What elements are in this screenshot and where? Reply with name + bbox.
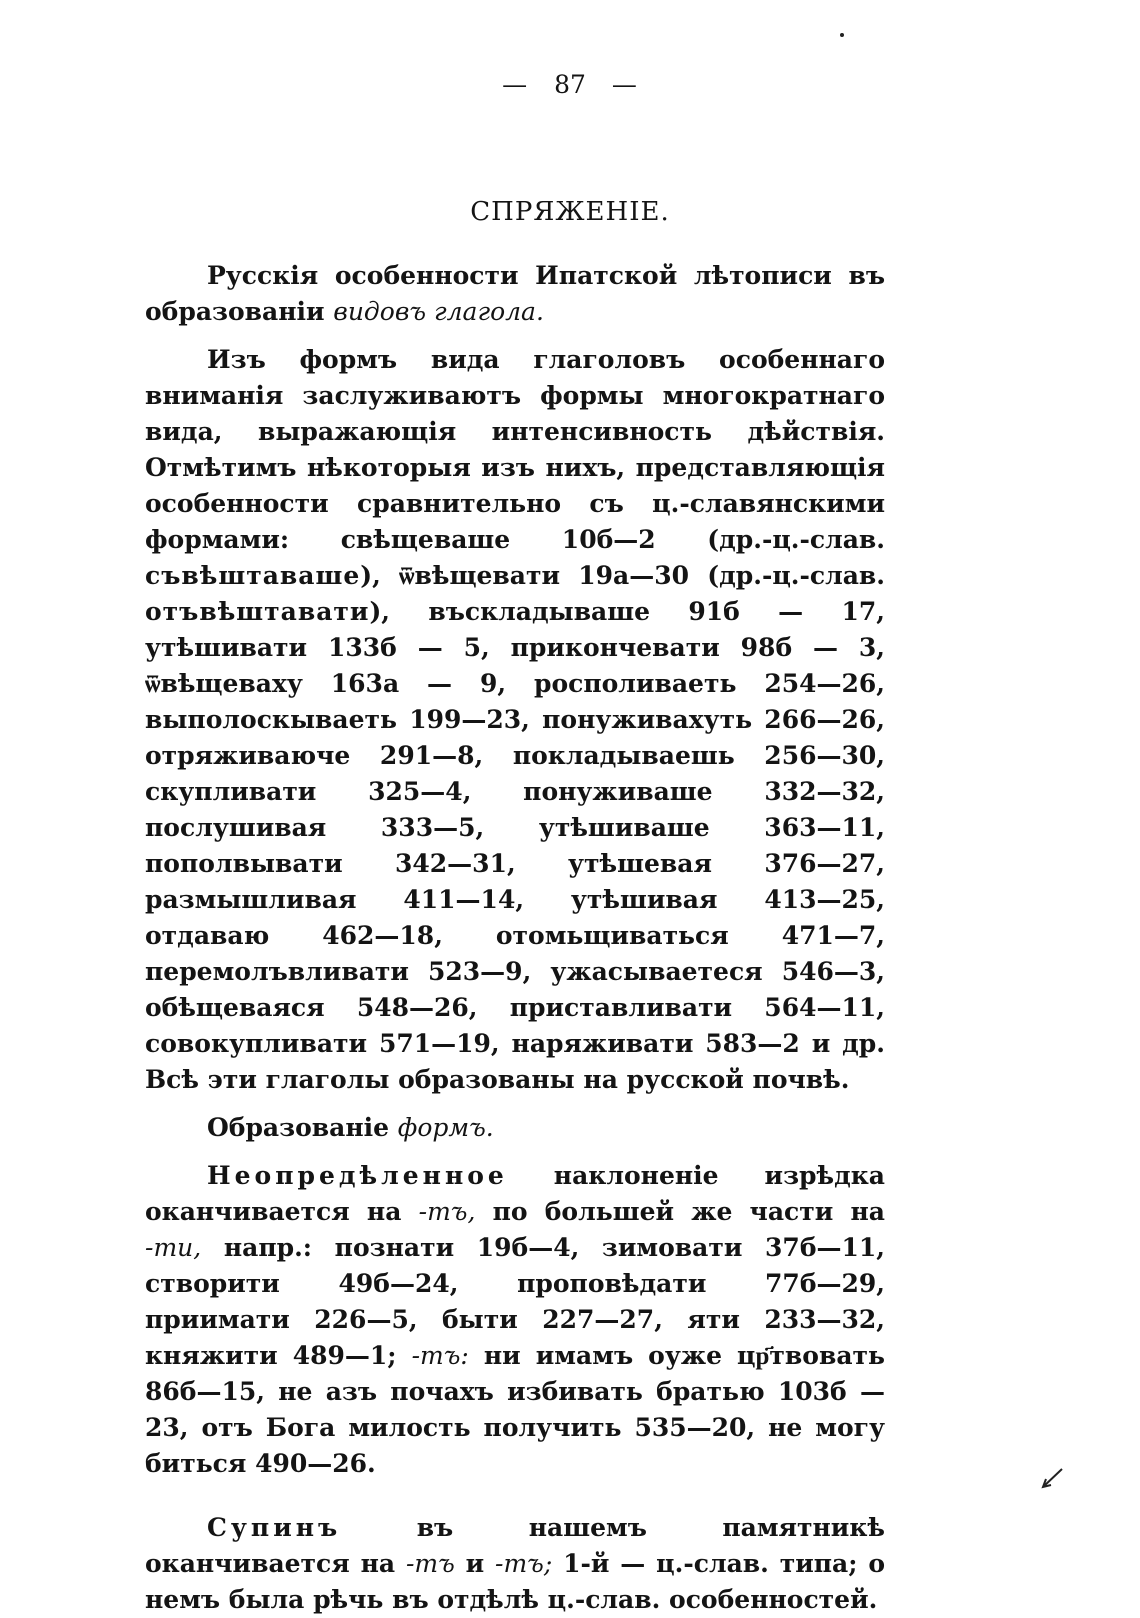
- paragraph-3-emphasis: формъ.: [397, 1113, 494, 1142]
- body-text: [145, 258, 885, 1618]
- paragraph-2-ocs-2: отъвѣштавати: [145, 597, 370, 626]
- paragraph-2: [145, 342, 885, 1098]
- paragraph-5-text-a: въ нашемъ памятникѣ оканчивается на: [145, 1513, 885, 1578]
- paragraph-5-term: Супинъ: [207, 1513, 342, 1542]
- paragraph-5-ending-2: -тъ;: [495, 1549, 553, 1578]
- page-header: [0, 70, 1140, 99]
- paragraph-1-text: Русскія особенности Ипатской лѣтописи въ образованіи: [145, 261, 885, 326]
- paragraph-4-text-a: наклоненіе изрѣдка оканчивается на: [145, 1161, 885, 1226]
- paragraph-3: [145, 1110, 885, 1146]
- paragraph-5-ending-1: -тъ: [405, 1549, 455, 1578]
- paragraph-4-ending-3: -тъ:: [411, 1341, 469, 1370]
- paragraph-2-ocs-1: съвѣштаваше: [145, 561, 361, 590]
- paragraph-5-text-b: и: [454, 1549, 496, 1578]
- paragraph-5: [145, 1510, 885, 1618]
- paragraph-2-text-a: Изъ формъ вида глаголовъ особеннаго вниманія заслуживаютъ формы многократнаго вида, выражающія интенсивность дѣйствія. Отмѣтимъ нѣкоторыя изъ нихъ, представляющія особенности сравнительно съ ц.-славянскими формами: свѣщеваше 10б—2 (др.-ц.-слав.: [145, 345, 885, 554]
- paragraph-4: [145, 1158, 885, 1482]
- paragraph-4-text-d: ни имамъ оуже цр҃твовать 86б—15, не азъ почахъ избивать братью 103б —23, отъ Бога милость получить 535—20, не могу биться 490—26.: [145, 1341, 885, 1478]
- paragraph-4-ending-2: -ти,: [145, 1233, 202, 1262]
- paragraph-2-text-b: ), ѿвѣщевати 19а—30 (др.-ц.-слав.: [360, 561, 885, 590]
- paragraph-4-text-b: по большей же части на: [475, 1197, 885, 1226]
- margin-mark-icon: [1040, 1465, 1066, 1491]
- page-number: 87: [554, 70, 586, 99]
- section-title: СПРЯЖЕНІЕ.: [470, 197, 670, 227]
- paragraph-3-text: Образованіе: [207, 1113, 398, 1142]
- paragraph-5-text-c: 1-й — ц.-слав. типа; о немъ была рѣчь въ отдѣлѣ ц.-слав. особенностей.: [145, 1549, 885, 1614]
- header-dash-right: —: [611, 70, 638, 99]
- paragraph-4-ending-1: -тъ,: [418, 1197, 476, 1226]
- paragraph-4-term: Неопредѣленное: [207, 1161, 508, 1190]
- paragraph-1-emphasis: видовъ глагола.: [333, 297, 544, 326]
- header-dash-left: —: [502, 70, 529, 99]
- scan-speck-icon: [838, 30, 846, 40]
- paragraph-2-text-c: ), въскладываше 91б — 17, утѣшивати 133б — 5, прикончевати 98б — 3, ѿвѣщеваху 163а — 9, росполиваеть 254—26, выполоскываеть 199—23, понуживахуть 266—26, отряживаюче 291—8, покладываешь 256—30, скупливати 325—4, понуживаше 332—32, послушивая 333—5, утѣшиваше 363—11, пополвывати 342—31, утѣшевая 376—27, размышливая 411—14, утѣшивая 413—25, отдаваю 462—18, отомьщиваться 471—7, перемолъвливати 523—9, ужасываетеся 546—3, обѣщеваяся 548—26, приставливати 564—11, совокупливати 571—19, наряживати 583—2 и др. Всѣ эти глаголы образованы на русской почвѣ.: [145, 597, 885, 1094]
- paragraph-1: [145, 258, 885, 330]
- paragraph-4-text-c: напр.: познати 19б—4, зимовати 37б—11, створити 49б—24, проповѣдати 77б—29, приимати 226—5, быти 227—27, яти 233—32, княжити 489—1;: [145, 1233, 885, 1370]
